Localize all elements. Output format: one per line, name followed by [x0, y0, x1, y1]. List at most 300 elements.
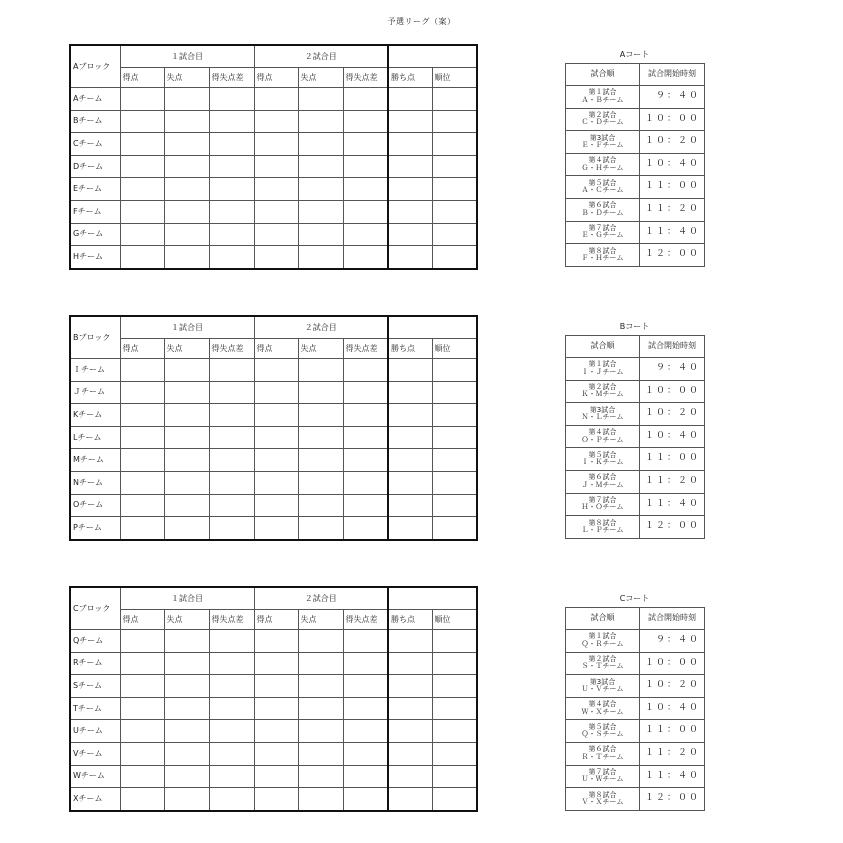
game-label: 第５試合 — [588, 178, 617, 187]
score-cell[interactable] — [120, 788, 164, 811]
order-header: 試合順 — [566, 64, 640, 86]
score-cell[interactable] — [209, 675, 254, 698]
score-cell[interactable] — [432, 110, 477, 133]
score-cell[interactable] — [164, 88, 209, 111]
score-cell[interactable] — [254, 246, 298, 269]
score-cell[interactable] — [209, 110, 254, 133]
start-time-header: 試合開始時刻 — [640, 64, 705, 86]
game-cell — [566, 765, 640, 788]
table-row — [70, 133, 477, 156]
score-cell[interactable] — [388, 720, 432, 743]
score-cell[interactable] — [388, 471, 432, 494]
team-name: Rチーム — [70, 652, 120, 675]
start-time: ９：４０ — [640, 630, 705, 653]
score-cell[interactable] — [388, 426, 432, 449]
score-cell[interactable] — [254, 720, 298, 743]
score-cell[interactable] — [432, 155, 477, 178]
table-row — [70, 359, 477, 382]
score-cell[interactable] — [164, 381, 209, 404]
score-cell[interactable] — [209, 223, 254, 246]
game-cell — [566, 448, 640, 471]
score-cell[interactable] — [254, 788, 298, 811]
score-cell[interactable] — [209, 404, 254, 427]
score-cell[interactable] — [343, 426, 388, 449]
score-cell[interactable] — [164, 471, 209, 494]
score-cell[interactable] — [120, 630, 164, 653]
table-row — [70, 404, 477, 427]
score-cell[interactable] — [388, 155, 432, 178]
day2-header: ２試合目 — [254, 587, 388, 610]
score-cell[interactable] — [298, 426, 343, 449]
score-cell[interactable] — [388, 246, 432, 269]
score-cell[interactable] — [254, 494, 298, 517]
score-cell[interactable] — [120, 742, 164, 765]
score-cell[interactable] — [254, 742, 298, 765]
score-cell[interactable] — [432, 223, 477, 246]
score-cell[interactable] — [343, 471, 388, 494]
score-cell[interactable] — [254, 697, 298, 720]
score-cell[interactable] — [254, 652, 298, 675]
table-row — [70, 381, 477, 404]
score-cell[interactable] — [432, 88, 477, 111]
score-cell[interactable] — [120, 720, 164, 743]
schedule-row — [566, 108, 705, 131]
score-cell[interactable] — [388, 110, 432, 133]
score-cell[interactable] — [343, 697, 388, 720]
column-header: 失点 — [298, 339, 343, 359]
score-cell[interactable] — [209, 359, 254, 382]
score-cell[interactable] — [432, 697, 477, 720]
score-cell[interactable] — [343, 404, 388, 427]
score-cell[interactable] — [343, 223, 388, 246]
column-header: 得点 — [254, 610, 298, 630]
score-cell[interactable] — [164, 517, 209, 540]
score-cell[interactable] — [298, 765, 343, 788]
game-label: 第６試合 — [588, 201, 617, 210]
score-cell[interactable] — [209, 494, 254, 517]
score-cell[interactable] — [298, 449, 343, 472]
score-cell[interactable] — [164, 742, 209, 765]
game-match: Ｂ・Ｄチーム — [581, 208, 624, 217]
score-cell[interactable] — [164, 675, 209, 698]
score-cell[interactable] — [120, 765, 164, 788]
score-cell[interactable] — [432, 246, 477, 269]
score-cell[interactable] — [120, 246, 164, 269]
score-cell[interactable] — [164, 449, 209, 472]
score-cell[interactable] — [298, 494, 343, 517]
team-name: Uチーム — [70, 720, 120, 743]
score-cell[interactable] — [254, 426, 298, 449]
column-header: 得失点差 — [343, 68, 388, 88]
score-cell[interactable] — [298, 88, 343, 111]
team-name: Mチーム — [70, 449, 120, 472]
team-name: Dチーム — [70, 155, 120, 178]
team-name: Lチーム — [70, 426, 120, 449]
score-cell[interactable] — [388, 494, 432, 517]
score-cell[interactable] — [298, 200, 343, 223]
score-cell[interactable] — [298, 246, 343, 269]
game-label: 第１試合 — [588, 632, 617, 641]
game-label: 第７試合 — [588, 768, 617, 777]
score-cell[interactable] — [343, 246, 388, 269]
score-cell[interactable] — [432, 494, 477, 517]
score-cell[interactable] — [432, 675, 477, 698]
score-cell[interactable] — [209, 697, 254, 720]
column-header: 順位 — [432, 610, 477, 630]
score-cell[interactable] — [254, 404, 298, 427]
start-time: １１：２０ — [640, 198, 705, 221]
score-cell[interactable] — [120, 133, 164, 156]
schedule-row — [566, 788, 705, 811]
score-cell[interactable] — [120, 110, 164, 133]
score-cell[interactable] — [120, 404, 164, 427]
score-cell[interactable] — [298, 675, 343, 698]
column-header: 得点 — [120, 610, 164, 630]
score-cell[interactable] — [432, 178, 477, 201]
score-cell[interactable] — [254, 381, 298, 404]
table-row — [70, 200, 477, 223]
game-label: 第８試合 — [588, 790, 617, 799]
score-cell[interactable] — [254, 178, 298, 201]
start-time: １２：００ — [640, 788, 705, 811]
game-label: 第3試合 — [589, 133, 616, 142]
score-cell[interactable] — [254, 200, 298, 223]
column-header: 順位 — [432, 339, 477, 359]
table-row — [70, 630, 477, 653]
score-cell[interactable] — [343, 155, 388, 178]
score-cell[interactable] — [209, 155, 254, 178]
score-cell[interactable] — [388, 675, 432, 698]
column-header: 得点 — [120, 339, 164, 359]
score-cell[interactable] — [254, 110, 298, 133]
game-label: 第７試合 — [588, 224, 617, 233]
score-cell[interactable] — [164, 652, 209, 675]
score-cell[interactable] — [343, 720, 388, 743]
score-cell[interactable] — [209, 720, 254, 743]
score-cell[interactable] — [298, 155, 343, 178]
table-row — [70, 765, 477, 788]
table-row — [70, 697, 477, 720]
league-table — [69, 44, 478, 270]
score-cell[interactable] — [120, 471, 164, 494]
league-table — [69, 586, 478, 812]
score-cell[interactable] — [298, 133, 343, 156]
game-match: Ｕ・Ｖチーム — [581, 684, 624, 693]
score-cell[interactable] — [343, 449, 388, 472]
score-cell[interactable] — [432, 449, 477, 472]
score-cell[interactable] — [209, 742, 254, 765]
score-cell[interactable] — [343, 178, 388, 201]
column-header: 失点 — [164, 68, 209, 88]
score-cell[interactable] — [254, 517, 298, 540]
start-time: １０：００ — [640, 380, 705, 403]
game-label: 第７試合 — [588, 496, 617, 505]
day1-header: １試合目 — [120, 316, 254, 339]
score-cell[interactable] — [388, 359, 432, 382]
start-time: １１：００ — [640, 448, 705, 471]
score-cell[interactable] — [388, 517, 432, 540]
score-cell[interactable] — [388, 88, 432, 111]
schedule-row — [566, 493, 705, 516]
schedule-row — [566, 765, 705, 788]
score-cell[interactable] — [254, 471, 298, 494]
score-cell[interactable] — [298, 788, 343, 811]
team-name: Vチーム — [70, 742, 120, 765]
column-header: 順位 — [432, 68, 477, 88]
score-cell[interactable] — [164, 697, 209, 720]
score-cell[interactable] — [298, 178, 343, 201]
score-cell[interactable] — [209, 652, 254, 675]
score-cell[interactable] — [164, 246, 209, 269]
game-cell — [566, 131, 640, 154]
score-cell[interactable] — [254, 359, 298, 382]
game-label: 第４試合 — [588, 700, 617, 709]
score-cell[interactable] — [164, 110, 209, 133]
table-row — [70, 178, 477, 201]
score-cell[interactable] — [298, 110, 343, 133]
score-cell[interactable] — [209, 426, 254, 449]
score-cell[interactable] — [343, 742, 388, 765]
game-cell — [566, 86, 640, 109]
score-cell[interactable] — [298, 742, 343, 765]
score-cell[interactable] — [120, 494, 164, 517]
score-cell[interactable] — [164, 404, 209, 427]
score-cell[interactable] — [254, 133, 298, 156]
start-time: １０：００ — [640, 108, 705, 131]
score-cell[interactable] — [298, 223, 343, 246]
score-cell[interactable] — [432, 517, 477, 540]
score-cell[interactable] — [298, 697, 343, 720]
game-match: Ｏ・Ｐチーム — [581, 435, 624, 444]
schedule-row — [566, 198, 705, 221]
game-match: Ａ・Ｃチーム — [581, 186, 624, 195]
score-cell[interactable] — [164, 223, 209, 246]
court-c-schedule — [565, 590, 704, 811]
score-cell[interactable] — [209, 449, 254, 472]
court-title: Bコート — [619, 322, 650, 331]
schedule-row — [566, 697, 705, 720]
start-time: １０：２０ — [640, 403, 705, 426]
score-cell[interactable] — [254, 449, 298, 472]
score-cell[interactable] — [120, 449, 164, 472]
column-header: 失点 — [298, 610, 343, 630]
score-cell[interactable] — [298, 381, 343, 404]
score-cell[interactable] — [388, 765, 432, 788]
team-name: Qチーム — [70, 630, 120, 653]
score-cell[interactable] — [343, 110, 388, 133]
game-label: 第５試合 — [588, 450, 617, 459]
day1-header: １試合目 — [120, 587, 254, 610]
score-cell[interactable] — [388, 223, 432, 246]
team-name: Kチーム — [70, 404, 120, 427]
table-row — [70, 88, 477, 111]
game-cell — [566, 244, 640, 267]
score-cell[interactable] — [343, 652, 388, 675]
game-label: 第５試合 — [588, 722, 617, 731]
score-cell[interactable] — [120, 178, 164, 201]
score-cell[interactable] — [254, 88, 298, 111]
game-cell — [566, 176, 640, 199]
score-cell[interactable] — [298, 517, 343, 540]
score-cell[interactable] — [164, 720, 209, 743]
score-cell[interactable] — [298, 630, 343, 653]
start-time-header: 試合開始時刻 — [640, 336, 705, 358]
score-cell[interactable] — [209, 765, 254, 788]
score-cell[interactable] — [388, 200, 432, 223]
score-cell[interactable] — [432, 200, 477, 223]
score-cell[interactable] — [164, 630, 209, 653]
score-cell[interactable] — [343, 675, 388, 698]
score-cell[interactable] — [209, 88, 254, 111]
score-cell[interactable] — [388, 742, 432, 765]
team-name: Gチーム — [70, 223, 120, 246]
score-cell[interactable] — [432, 765, 477, 788]
score-cell[interactable] — [254, 675, 298, 698]
start-time: １１：４０ — [640, 493, 705, 516]
score-cell[interactable] — [388, 449, 432, 472]
score-cell[interactable] — [432, 404, 477, 427]
start-time: １０：４０ — [640, 697, 705, 720]
score-cell[interactable] — [343, 381, 388, 404]
schedule-row — [566, 425, 705, 448]
score-cell[interactable] — [388, 381, 432, 404]
score-cell[interactable] — [432, 359, 477, 382]
score-cell[interactable] — [388, 404, 432, 427]
score-cell[interactable] — [164, 178, 209, 201]
game-cell — [566, 742, 640, 765]
start-time: １０：４０ — [640, 425, 705, 448]
score-cell[interactable] — [432, 133, 477, 156]
score-cell[interactable] — [343, 765, 388, 788]
game-cell — [566, 630, 640, 653]
score-cell[interactable] — [432, 381, 477, 404]
score-cell[interactable] — [432, 471, 477, 494]
team-name: Bチーム — [70, 110, 120, 133]
game-match: Ｅ・Ｇチーム — [581, 231, 624, 240]
game-label: 第４試合 — [588, 428, 617, 437]
score-cell[interactable] — [388, 133, 432, 156]
score-cell[interactable] — [120, 675, 164, 698]
score-cell[interactable] — [164, 133, 209, 156]
start-time: １０：００ — [640, 652, 705, 675]
team-name: Tチーム — [70, 697, 120, 720]
score-cell[interactable] — [343, 517, 388, 540]
score-cell[interactable] — [209, 630, 254, 653]
team-name: Cチーム — [70, 133, 120, 156]
score-cell[interactable] — [209, 178, 254, 201]
score-cell[interactable] — [388, 652, 432, 675]
score-cell[interactable] — [120, 517, 164, 540]
score-cell[interactable] — [120, 381, 164, 404]
score-cell[interactable] — [432, 788, 477, 811]
start-time: １０：２０ — [640, 675, 705, 698]
column-header: 得点 — [120, 68, 164, 88]
table-row — [70, 449, 477, 472]
score-cell[interactable] — [120, 223, 164, 246]
score-cell[interactable] — [298, 404, 343, 427]
table-row — [70, 675, 477, 698]
score-cell[interactable] — [388, 697, 432, 720]
score-cell[interactable] — [298, 720, 343, 743]
score-cell[interactable] — [432, 742, 477, 765]
score-cell[interactable] — [164, 359, 209, 382]
game-cell — [566, 403, 640, 426]
score-cell[interactable] — [388, 630, 432, 653]
score-cell[interactable] — [432, 720, 477, 743]
score-cell[interactable] — [209, 381, 254, 404]
game-cell — [566, 108, 640, 131]
score-cell[interactable] — [120, 359, 164, 382]
score-cell[interactable] — [388, 788, 432, 811]
score-cell[interactable] — [298, 471, 343, 494]
game-label: 第２試合 — [588, 383, 617, 392]
score-cell[interactable] — [209, 200, 254, 223]
score-cell[interactable] — [120, 426, 164, 449]
score-cell[interactable] — [343, 200, 388, 223]
score-cell[interactable] — [343, 630, 388, 653]
score-cell[interactable] — [388, 178, 432, 201]
schedule-row — [566, 516, 705, 539]
schedule-row — [566, 131, 705, 154]
column-header: 得点 — [254, 68, 298, 88]
table-row — [70, 110, 477, 133]
score-cell[interactable] — [164, 765, 209, 788]
score-cell[interactable] — [164, 426, 209, 449]
score-cell[interactable] — [164, 155, 209, 178]
score-cell[interactable] — [298, 359, 343, 382]
score-cell[interactable] — [343, 133, 388, 156]
table-row — [70, 494, 477, 517]
game-cell — [566, 516, 640, 539]
score-cell[interactable] — [343, 359, 388, 382]
score-cell[interactable] — [209, 246, 254, 269]
score-cell[interactable] — [209, 517, 254, 540]
score-cell[interactable] — [164, 494, 209, 517]
schedule-table — [565, 63, 705, 267]
score-cell[interactable] — [343, 88, 388, 111]
score-cell[interactable] — [254, 630, 298, 653]
score-cell[interactable] — [298, 652, 343, 675]
score-cell[interactable] — [209, 133, 254, 156]
score-cell[interactable] — [120, 697, 164, 720]
game-cell — [566, 493, 640, 516]
block-name: Cブロック — [70, 587, 120, 630]
score-cell[interactable] — [120, 652, 164, 675]
score-cell[interactable] — [120, 200, 164, 223]
score-cell[interactable] — [164, 200, 209, 223]
game-match: Ｎ・Ｌチーム — [581, 412, 624, 421]
score-cell[interactable] — [432, 630, 477, 653]
game-cell — [566, 652, 640, 675]
score-cell[interactable] — [432, 426, 477, 449]
score-cell[interactable] — [254, 223, 298, 246]
game-match: Ｓ・Ｔチーム — [581, 662, 624, 671]
score-cell[interactable] — [209, 471, 254, 494]
score-cell[interactable] — [432, 652, 477, 675]
game-cell — [566, 675, 640, 698]
score-cell[interactable] — [120, 155, 164, 178]
table-row — [70, 155, 477, 178]
score-cell[interactable] — [120, 88, 164, 111]
score-cell[interactable] — [254, 155, 298, 178]
game-cell — [566, 198, 640, 221]
score-cell[interactable] — [343, 788, 388, 811]
score-cell[interactable] — [164, 788, 209, 811]
score-cell[interactable] — [209, 788, 254, 811]
score-cell[interactable] — [343, 494, 388, 517]
schedule-row — [566, 221, 705, 244]
score-cell[interactable] — [254, 765, 298, 788]
